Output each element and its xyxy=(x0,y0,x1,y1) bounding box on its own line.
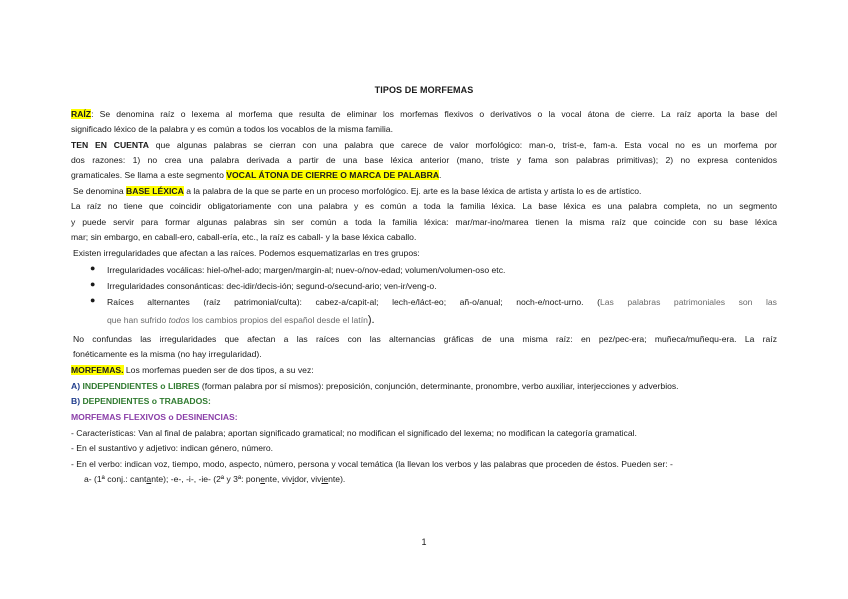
verbo-line-1: - En el verbo: indican voz, tiempo, modo, aspecto, número, persona y vocal temática (la llevan los verbos y las palabras que proceden de éstos. Pueden ser: - xyxy=(71,459,673,469)
indep-label: INDEPENDIENTES o LIBRES xyxy=(82,381,200,391)
coincidir-line-1: La raíz no tiene que coincidir obligatoriamente con una palabra y es común a toda la familia léxica. La base léxica es una palabra completa, no un segmento xyxy=(71,201,777,211)
page-number: 1 xyxy=(421,537,427,547)
bullet-3-cont-b: los cambios propios del español desde el latín xyxy=(189,315,368,325)
confundas-line-2: fonéticamente es la misma (no hay irregularidad). xyxy=(73,349,262,359)
bullet-item-2: Irregularidades consonánticas: dec-idir/decis-ión; segund-o/secund-ario; ven-ir/veng-o. xyxy=(107,281,437,291)
base-lexica-highlight: BASE LÉXICA xyxy=(126,186,184,196)
raiz-line-1 xyxy=(71,107,777,122)
bullet-icon: ● xyxy=(90,263,96,273)
base-lexica-line xyxy=(73,184,779,199)
bullet-icon: ● xyxy=(90,279,96,289)
morfemas-line xyxy=(71,363,777,378)
morfemas-text: Los morfemas pueden ser de dos tipos, a su vez: xyxy=(123,365,314,375)
verbo-underline-3: i xyxy=(292,474,295,484)
vocal-atona-highlight: VOCAL ÁTONA DE CIERRE O MARCA DE PALABRA xyxy=(226,170,440,180)
bullet-item-3-cont xyxy=(107,313,777,328)
verbo-text-d: dor, viv xyxy=(294,474,322,484)
bullet-3-text: Raíces alternantes (raíz patrimonial/culta): cabez-a/capit-al; lech-e/láct-eo; añ-o/anual; noch-e/noct-urno. ( xyxy=(107,297,600,307)
document-title: TIPOS DE MORFEMAS xyxy=(374,85,474,95)
raiz-text-1: : Se denomina raíz o lexema al morfema que resulta de eliminar los morfemas flexivos o derivativos o la vocal átona de cierre. La raíz aporta la base del xyxy=(91,109,777,119)
bullet-3-cont-italic: todos xyxy=(168,315,190,325)
bullet-3-cont-end: ). xyxy=(367,314,375,326)
base-text-a: Se denomina xyxy=(73,186,127,196)
verbo-line-2 xyxy=(84,472,777,487)
ten-line-3 xyxy=(71,168,777,183)
base-text-b: a la palabra de la que se parte en un proceso morfológico. Ej. arte es la base léxica de artista y artista lo es de artístico. xyxy=(183,186,642,196)
bullet-item-3 xyxy=(107,295,777,310)
indep-prefix: A) xyxy=(71,381,83,391)
dep-prefix: B) xyxy=(71,396,83,406)
verbo-text-b: nte); -e-, -i-, -ie- (2ª y 3ª: pon xyxy=(151,474,261,484)
verbo-underline-4: ie xyxy=(321,474,329,484)
indep-text: (forman palabra por sí mismos): preposición, conjunción, determinante, pronombre, verbo auxiliar, interjecciones y adverbios. xyxy=(199,381,679,391)
irregularidades-intro: Existen irregularidades que afectan a las raíces. Podemos esquematizarlas en tres grupos: xyxy=(73,248,420,258)
bullet-item-1: Irregularidades vocálicas: hiel-o/hel-ado; margen/margin-al; nuev-o/nov-edad; volumen/volumen-oso etc. xyxy=(107,265,506,275)
dep-label: DEPENDIENTES o TRABADOS: xyxy=(82,396,211,406)
ten-text-3a: gramaticales. Se llama a este segmento xyxy=(71,170,227,180)
raiz-line-2: significado léxico de la palabra y es común a todos los vocablos de la misma familia. xyxy=(71,124,393,134)
verbo-text-c: nte, viv xyxy=(265,474,293,484)
ten-text-3b: . xyxy=(439,170,442,180)
ten-line-2: dos razones: 1) no crea una palabra derivada a partir de una base léxica anterior (mano, triste y fama son palabras primitivas); 2) no expresa contenidos xyxy=(71,155,777,165)
morfemas-label: MORFEMAS. xyxy=(71,365,124,375)
coincidir-line-3: mar; sin embargo, en caball-ero, caball-ería, etc., la raíz es caball- y la base léxica caballo. xyxy=(71,232,417,242)
sustantivo-line: - En el sustantivo y adjetivo: indican género, número. xyxy=(71,443,274,453)
ten-text-1: que algunas palabras se cierran con una palabra que carece de valor morfológico: man-o, trist-e, fam-a. Esta vocal no es un morfema por xyxy=(148,140,777,150)
independientes-line xyxy=(71,379,777,394)
ten-line-1 xyxy=(71,138,777,153)
coincidir-line-2: y puede servir para formar algunas palabras sin ser común a toda la familia léxica: mar/mar-ino/marea tienen la misma raíz que coincide con su base léxica xyxy=(71,217,777,227)
dependientes-line xyxy=(71,394,777,409)
confundas-line-1: No confundas las irregularidades que afectan a las raíces con las alternancias gráficas de una misma raíz: en pez/pec-era; muñeca/muñequ-era. La raíz xyxy=(73,334,777,344)
verbo-text-e: nte). xyxy=(328,474,346,484)
verbo-underline-1: a xyxy=(146,474,152,484)
bullet-3-note: Las palabras patrimoniales son las xyxy=(599,297,777,307)
verbo-text-a: a- (1ª conj.: cant xyxy=(84,474,147,484)
verbo-underline-2: e xyxy=(260,474,266,484)
bullet-3-cont-a: que han sufrido xyxy=(107,315,169,325)
morfemas-flexivos-heading: MORFEMAS FLEXIVOS o DESINENCIAS: xyxy=(71,412,238,422)
caracteristicas-line: - Características: Van al final de palabra; aportan significado gramatical; no modifican el significado del lexema; no modifican la categoría gramatical. xyxy=(71,428,637,438)
raiz-label: RAÍZ xyxy=(71,109,92,119)
ten-label: TEN EN CUENTA xyxy=(71,140,149,150)
bullet-icon: ● xyxy=(90,295,96,305)
